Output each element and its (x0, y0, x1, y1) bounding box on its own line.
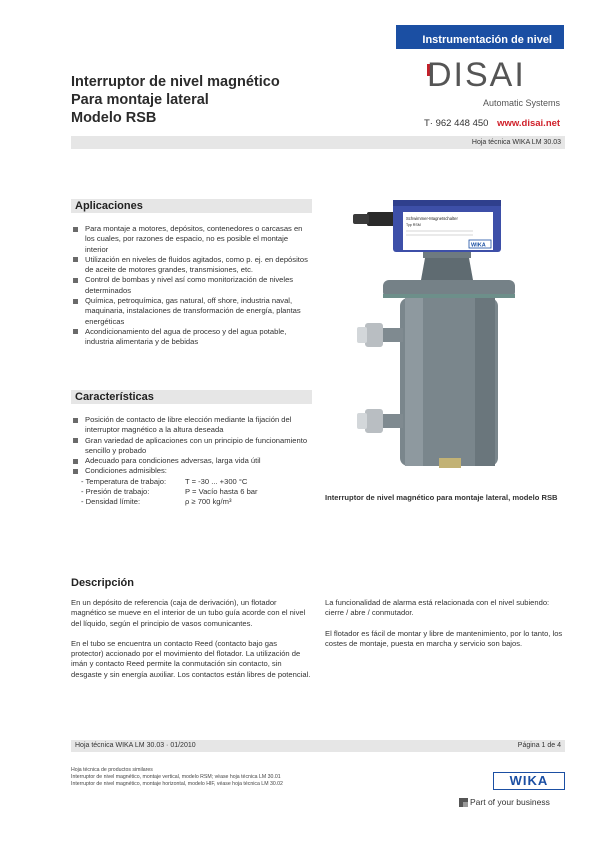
related-item: Interruptor de nivel magnético, montaje vertical, modelo RSM; véase hoja técnica LM 30.01 (71, 774, 281, 780)
slogan (459, 797, 550, 807)
list-item: Posición de contacto de libre elección mediante la fijación del interruptor magnético a la altura deseada (71, 415, 312, 436)
list-item: Utilización en niveles de fluidos agitados, como p. ej. en depósitos de aceite de motores grandes, transmisiones, etc. (71, 255, 312, 276)
applications-list (71, 224, 312, 348)
wika-logo: WIKA (493, 772, 565, 790)
label-line-2: Typ RSM (406, 223, 421, 227)
cable-gland-icon (353, 212, 395, 226)
related-item: Interruptor de nivel magnético, montaje horizontal, modelo HIF, véase hoja técnica LM 30.02 (71, 781, 283, 787)
footer-reference: Hoja técnica WIKA LM 30.03 · 01/2010 (75, 742, 196, 749)
conditions-table (71, 477, 312, 508)
contact-info (424, 118, 560, 129)
lower-fitting-icon (357, 409, 403, 433)
disai-logo (427, 56, 567, 120)
description-paragraph: En el tubo se encuentra un contacto Reed (contacto bajo gas protector) accionado por el movimiento del flotador. La utilización de imán y contacto Reed permite la conmutación sin contacto, sin desgaste y sin energía auxiliar. Los contactos están libres de potencial. (71, 638, 311, 679)
condition-label: - Temperatura de trabajo: (81, 476, 167, 486)
condition-label: - Presión de trabajo: (81, 487, 150, 497)
product-photo (345, 190, 555, 475)
title-line-1: Interruptor de nivel magnético (71, 74, 280, 90)
footer-bar (71, 740, 565, 752)
features-list (71, 415, 312, 477)
related-sheets (71, 767, 283, 788)
list-item: Adecuado para condiciones adversas, larga vida útil (71, 456, 312, 466)
condition-value: ρ ≥ 700 kg/m³ (185, 497, 232, 507)
applications-section (71, 199, 312, 348)
condition-row (71, 487, 312, 497)
logo-wordmark: DISAI (427, 56, 526, 94)
list-item: Acondicionamiento del agua de proceso y del agua potable, industria alimentaria y de bebidas (71, 327, 312, 348)
description-paragraph: En un depósito de referencia (caja de derivación), un flotador magnético se mueve en el interior de un tubo guía acorde con el nivel del líquido, según el principio de vasos comunicantes. (71, 598, 306, 628)
label-brand: WIKA (471, 242, 486, 249)
related-heading: Hoja técnica de productos similares (71, 767, 153, 773)
title-line-3: Modelo RSB (71, 110, 157, 126)
list-item: Condiciones admisibles: (71, 466, 312, 476)
sheet-reference-bar: Hoja técnica WIKA LM 30.03 (71, 136, 565, 149)
category-banner: Instrumentación de nivel (396, 25, 564, 49)
list-item: Gran variedad de aplicaciones con un principio de funcionamiento sencillo y probado (71, 436, 312, 457)
features-section (71, 390, 312, 508)
logo-tagline: Automatic Systems (483, 98, 561, 108)
contact-website[interactable]: www.disai.net (497, 118, 561, 129)
description-paragraph: La funcionalidad de alarma está relacionada con el nivel subiendo: cierre / abre / conmutador. (325, 598, 550, 618)
list-item: Química, petroquímica, gas natural, off shore, industria naval, maquinaria, instalaciones de transformación de energía, plantas energéticas (71, 296, 312, 327)
photo-caption: Interruptor de nivel magnético para montaje lateral, modelo RSB (325, 493, 558, 502)
description-heading: Descripción (71, 577, 134, 589)
condition-row (71, 497, 312, 507)
slogan-text: Part of your business (470, 797, 550, 807)
contact-phone: T· 962 448 450 (424, 118, 489, 129)
condition-value: P = Vacío hasta 6 bar (185, 487, 258, 497)
description-left-column (71, 598, 311, 690)
upper-fitting-icon (357, 323, 403, 347)
title-line-2: Para montaje lateral (71, 92, 209, 108)
slogan-square-icon (459, 798, 468, 807)
description-right-column (325, 598, 565, 659)
description-paragraph: El flotador es fácil de montar y libre de mantenimiento, por lo tanto, los costes de montaje, puesta en marcha y servicio son bajos. (325, 628, 563, 648)
document-title (71, 73, 280, 127)
condition-value: T = -30 ... +300 °C (185, 476, 248, 486)
page-number: Página 1 de 4 (517, 742, 561, 749)
condition-label: - Densidad límite: (81, 497, 141, 507)
condition-row (71, 477, 312, 487)
list-item: Para montaje a motores, depósitos, contenedores o carcasas en los cuales, por razones de espacio, no es posible el montaje interior (71, 224, 312, 255)
label-line-1: Schwimmer-Magnetschalter (406, 216, 458, 221)
features-heading: Características (71, 390, 312, 404)
applications-heading: Aplicaciones (71, 199, 312, 213)
list-item: Control de bombas y nivel así como monitorización de niveles determinados (71, 275, 312, 296)
